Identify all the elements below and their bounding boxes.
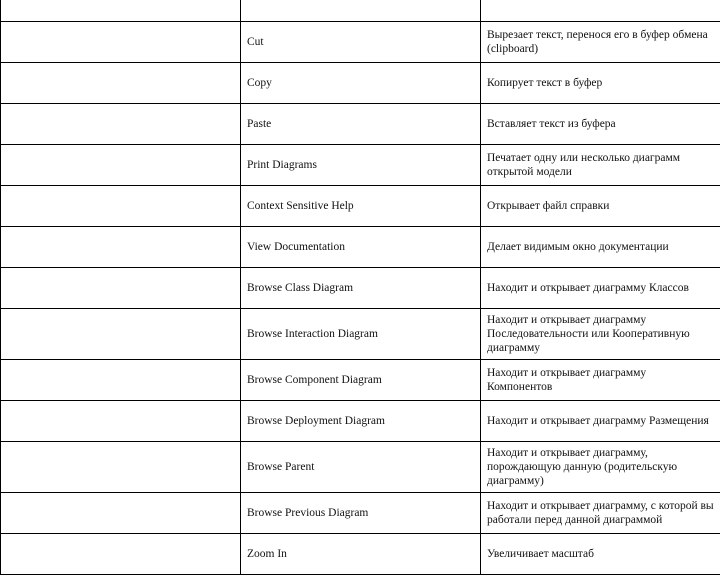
table-row — [1, 309, 720, 360]
table-row — [1, 360, 720, 401]
command-cell: Browse Component Diagram — [241, 360, 481, 401]
table-row — [1, 104, 720, 145]
description-cell: Находит и открывает диаграмму Компонентов — [481, 360, 720, 401]
icon-cell — [1, 493, 241, 534]
description-cell: Печатает одну или несколько диаграмм открытой модели — [481, 145, 720, 186]
table-row — [1, 0, 720, 22]
description-cell: Увеличивает масштаб — [481, 534, 720, 575]
command-cell: View Documentation — [241, 227, 481, 268]
table-row — [1, 493, 720, 534]
command-cell: Paste — [241, 104, 481, 145]
description-cell: Вырезает текст, перенося его в буфер обмена (clipboard) — [481, 22, 720, 63]
table-row — [1, 186, 720, 227]
command-cell: Browse Parent — [241, 442, 481, 493]
table-row — [1, 268, 720, 309]
command-cell: Browse Deployment Diagram — [241, 401, 481, 442]
description-cell: Находит и открывает диаграмму Классов — [481, 268, 720, 309]
command-cell: Browse Class Diagram — [241, 268, 481, 309]
icon-cell — [1, 145, 241, 186]
icon-cell — [1, 442, 241, 493]
command-cell: Cut — [241, 22, 481, 63]
command-cell: Zoom In — [241, 534, 481, 575]
icon-cell — [1, 186, 241, 227]
command-cell — [241, 0, 481, 22]
icon-cell — [1, 268, 241, 309]
icon-cell — [1, 0, 241, 22]
command-cell: Browse Previous Diagram — [241, 493, 481, 534]
icon-cell — [1, 309, 241, 360]
description-cell: Находит и открывает диаграмму, порождающую данную (родительскую диаграмму) — [481, 442, 720, 493]
description-cell: Вставляет текст из буфера — [481, 104, 720, 145]
description-cell: Находит и открывает диаграмму Размещения — [481, 401, 720, 442]
table-row — [1, 401, 720, 442]
command-cell: Print Diagrams — [241, 145, 481, 186]
description-cell: Находит и открывает диаграмму, с которой вы работали перед данной диаграммой — [481, 493, 720, 534]
description-cell: Делает видимым окно документации — [481, 227, 720, 268]
icon-cell — [1, 104, 241, 145]
icon-cell — [1, 401, 241, 442]
table-row — [1, 22, 720, 63]
command-cell: Browse Interaction Diagram — [241, 309, 481, 360]
icon-cell — [1, 22, 241, 63]
table-row — [1, 145, 720, 186]
table-row — [1, 63, 720, 104]
description-cell: Копирует текст в буфер — [481, 63, 720, 104]
table-row — [1, 227, 720, 268]
table-row — [1, 442, 720, 493]
command-cell: Context Sensitive Help — [241, 186, 481, 227]
icon-cell — [1, 227, 241, 268]
description-cell: Открывает файл справки — [481, 186, 720, 227]
icon-cell — [1, 63, 241, 104]
description-cell — [481, 0, 720, 22]
command-cell: Copy — [241, 63, 481, 104]
icon-cell — [1, 360, 241, 401]
description-cell: Находит и открывает диаграмму Последовательности или Кооперативную диаграмму — [481, 309, 720, 360]
